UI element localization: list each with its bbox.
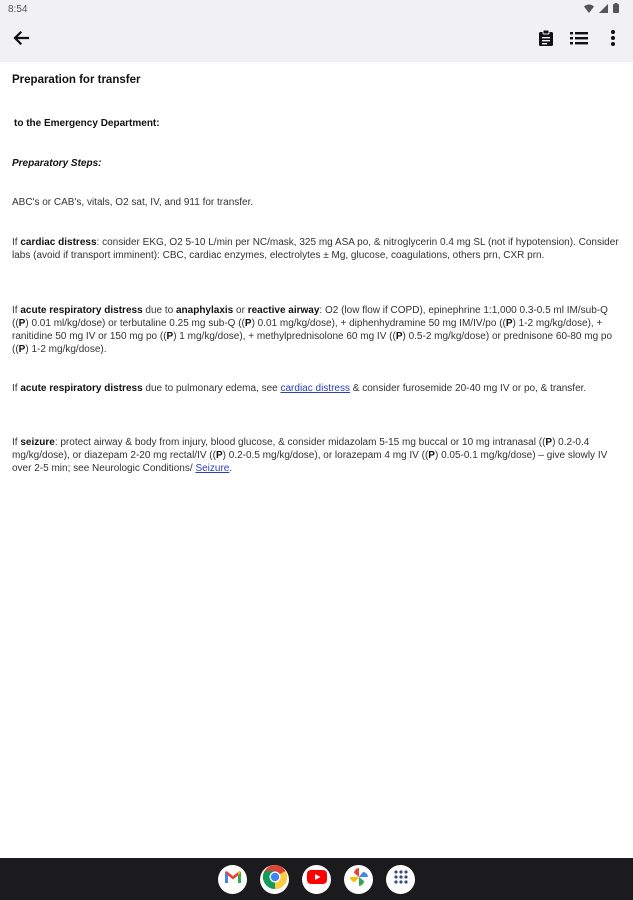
cardiac-distress-link[interactable]: cardiac distress [280, 383, 350, 394]
paragraph-seizure [12, 436, 620, 475]
text: If [12, 383, 21, 394]
gmail-app[interactable] [218, 865, 247, 894]
pediatric-marker: P [545, 437, 553, 448]
arrow-back-icon [12, 29, 30, 52]
wifi-icon [584, 4, 594, 16]
pediatric-marker: P [166, 331, 174, 342]
text: ) 1-2 mg/kg/dose). [25, 344, 107, 355]
text: . [229, 463, 233, 474]
page-title: Preparation for transfer [12, 74, 141, 86]
status-time: 8:54 [8, 4, 28, 15]
photos-app[interactable] [344, 865, 373, 894]
text: ) 0.5-2 mg/kg/dose) or prednisone 60-80 mg po (( [12, 331, 613, 355]
table-of-contents-button[interactable] [566, 27, 592, 53]
app-bar [0, 18, 633, 62]
status-icons [584, 3, 619, 16]
back-button[interactable] [8, 27, 34, 53]
paragraph-respiratory-edema [12, 382, 620, 395]
text: due to pulmonary edema, see [142, 383, 281, 394]
paragraph-abc: ABC's or CAB's, vitals, O2 sat, IV, and 911 for transfer. [12, 197, 254, 208]
pediatric-marker: P [244, 318, 252, 329]
text: ) 0.01 mg/kg/dose), + diphenhydramine 50 mg IM/IV/po (( [251, 318, 506, 329]
chrome-icon [262, 864, 288, 895]
more-options-button[interactable] [600, 27, 626, 53]
bold-term: seizure [20, 437, 55, 448]
text: ) 0.05-0.1 mg/kg/dose) – give slowly IV over 2-5 min; see Neurologic Conditions/ [12, 450, 608, 474]
app-drawer-button[interactable] [386, 865, 415, 894]
text: ) 0.2-0.4 mg/kg/dose), or diazepam 2-20 mg rectal/IV (( [12, 437, 590, 461]
app-dock [0, 858, 633, 900]
pediatric-marker: P [18, 318, 26, 329]
pediatric-marker: P [428, 450, 435, 461]
steps-heading: Preparatory Steps: [12, 158, 102, 169]
bold-term: acute respiratory distress [20, 305, 143, 316]
text: : O2 (low flow if COPD), epinephrine 1:1,000 0.3-0.5 ml IM/sub-Q (( [12, 305, 608, 329]
battery-icon [613, 3, 619, 16]
youtube-app[interactable] [302, 865, 331, 894]
page-subtitle: to the Emergency Department: [14, 118, 160, 129]
bold-term: anaphylaxis [175, 305, 234, 316]
text: due to [142, 305, 176, 316]
photos-icon [349, 867, 369, 892]
taskbar [0, 858, 633, 900]
text: If [12, 437, 21, 448]
bold-term: acute respiratory distress [20, 383, 143, 394]
status-bar [0, 0, 633, 18]
text: : protect airway & body from injury, blood glucose, & consider midazolam 5-15 mg buccal or 10 mg intranasal (( [54, 437, 546, 448]
text: ) 1 mg/kg/dose), + methylprednisolone 60 mg IV (( [173, 331, 396, 342]
paragraph-respiratory-anaphylaxis [12, 304, 620, 356]
paragraph-cardiac-distress [12, 236, 620, 262]
text: or [233, 305, 248, 316]
pediatric-marker: P [505, 318, 513, 329]
app-drawer-icon [394, 870, 408, 889]
text: If [12, 237, 21, 248]
pediatric-marker: P [18, 344, 26, 355]
text: ) 0.2-0.5 mg/kg/dose), or lorazepam 4 mg IV (( [222, 450, 429, 461]
pediatric-marker: P [395, 331, 403, 342]
signal-icon [599, 4, 608, 16]
text: & consider furosemide 20-40 mg IV or po, & transfer. [349, 383, 587, 394]
clipboard-button[interactable] [533, 27, 559, 53]
more-vert-icon [610, 29, 616, 52]
list-icon [570, 30, 588, 51]
youtube-icon [307, 870, 327, 889]
text: ) 1-2 mg/kg/dose), + ranitidine 50 mg IV or 150 mg po (( [12, 318, 603, 342]
bold-term: reactive airway [247, 305, 320, 316]
seizure-link[interactable]: Seizure [195, 463, 230, 474]
pediatric-marker: P [215, 450, 223, 461]
text: ) 0.01 ml/kg/dose) or terbutaline 0.25 mg sub-Q (( [25, 318, 245, 329]
gmail-icon [224, 870, 242, 889]
text: If [12, 305, 21, 316]
bold-term: cardiac distress [20, 237, 97, 248]
chrome-app[interactable] [260, 865, 289, 894]
clipboard-icon [538, 29, 554, 52]
text: : consider EKG, O2 5-10 L/min per NC/mask, 325 mg ASA po, & nitroglycerin 0.4 mg SL (not if hypotension). Consider labs (avoid if transport imminent): CBC, cardiac enzymes, electrolytes ± Mg, glucose, coagulations, others prn, CXR prn. [12, 237, 619, 261]
